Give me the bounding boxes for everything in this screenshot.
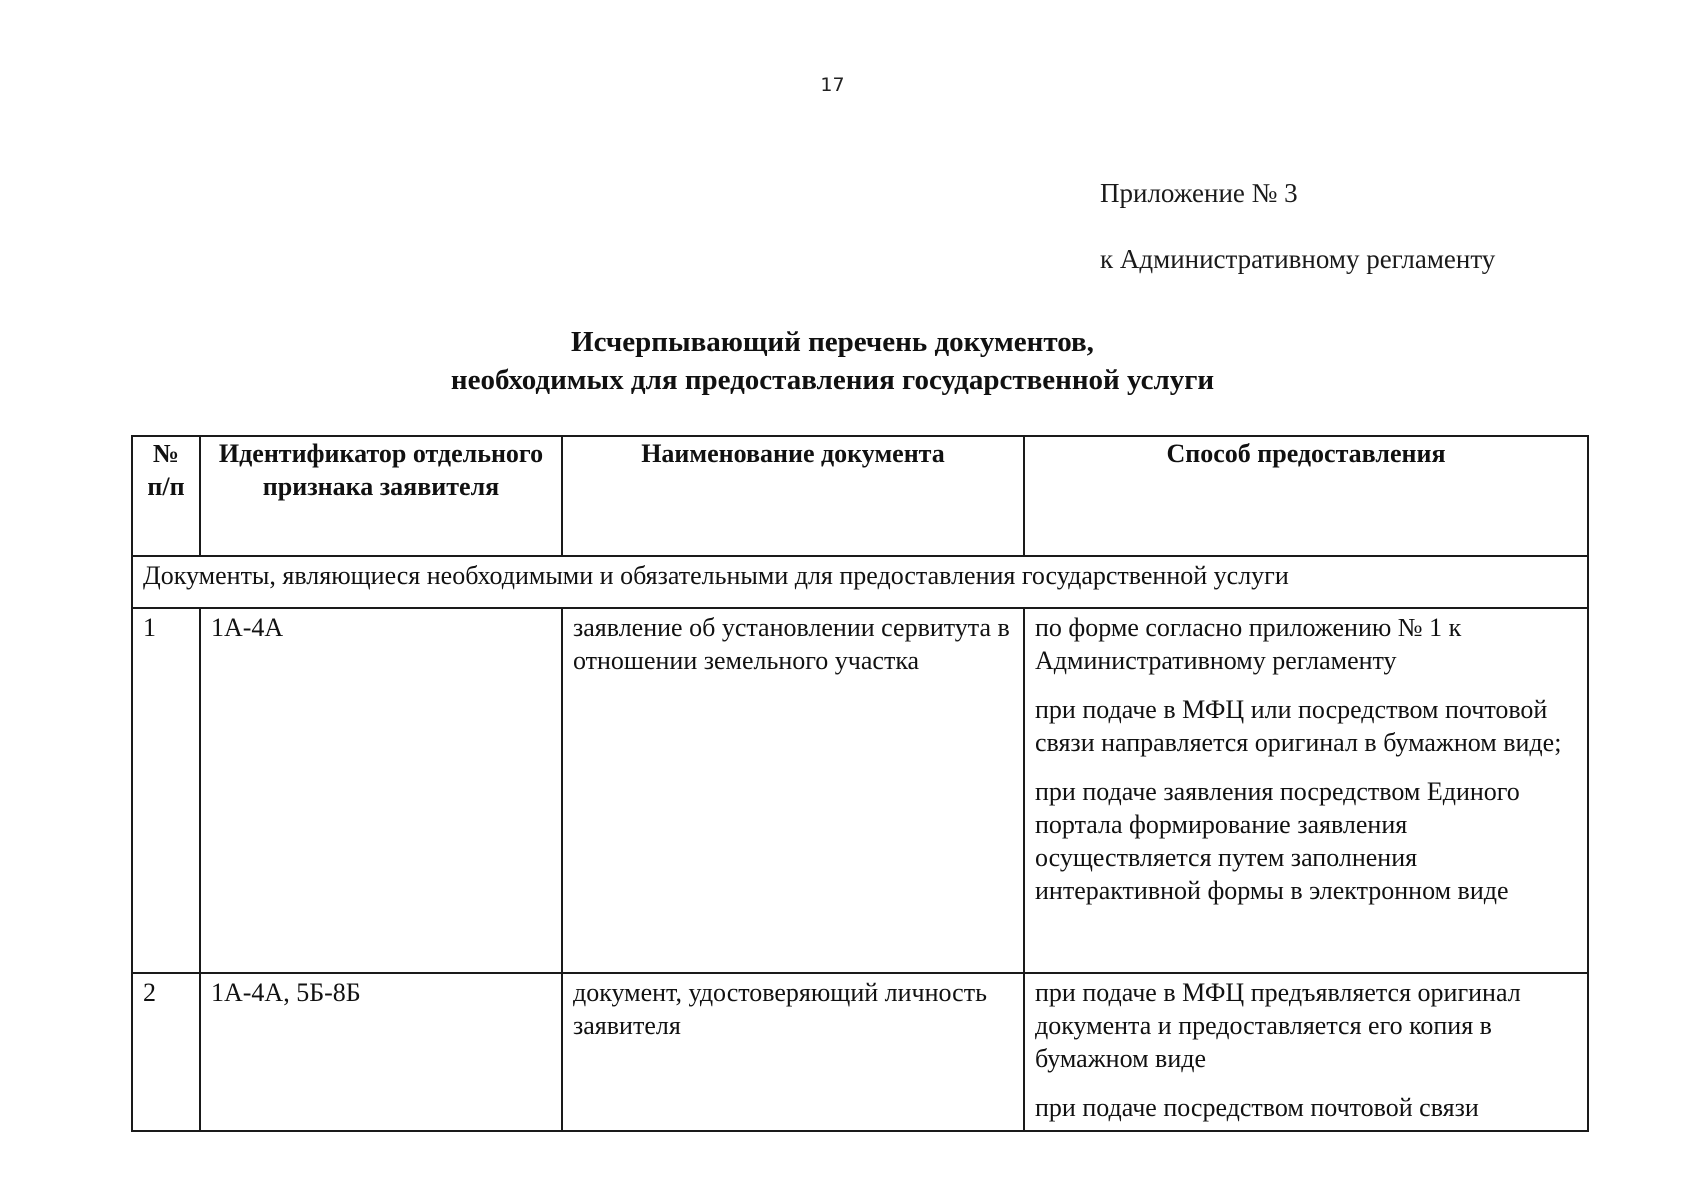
method-paragraph: при подаче в МФЦ или посредством почтовой связи направляется оригинал в бумажном виде; bbox=[1035, 695, 1562, 757]
method-paragraph: при подаче заявления посредством Единого портала формирование заявления осуществляется путем заполнения интерактивной формы в электронном виде bbox=[1035, 777, 1520, 905]
documents-table bbox=[131, 435, 1589, 1132]
row-document-name: документ, удостоверяющий личность заявителя bbox=[562, 973, 1024, 1131]
page-number: 17 bbox=[820, 74, 845, 96]
row-identifier: 1А-4А, 5Б-8Б bbox=[200, 973, 562, 1131]
appendix-reference: к Административному регламенту bbox=[1100, 244, 1496, 274]
row-method bbox=[1024, 608, 1588, 973]
row-number: 2 bbox=[132, 973, 200, 1131]
row-document-name: заявление об установлении сервитута в отношении земельного участка bbox=[562, 608, 1024, 973]
table-row bbox=[132, 973, 1588, 1131]
header-identifier: Идентификатор отдельного признака заявителя bbox=[200, 436, 562, 556]
table-header-row bbox=[132, 436, 1588, 556]
method-paragraph: по форме согласно приложению № 1 к Административному регламенту bbox=[1035, 613, 1462, 675]
table-row bbox=[132, 608, 1588, 973]
appendix-label: Приложение № 3 bbox=[1100, 178, 1298, 208]
row-method bbox=[1024, 973, 1588, 1131]
document-title bbox=[0, 323, 1665, 399]
method-paragraph: при подаче посредством почтовой связи bbox=[1035, 1093, 1479, 1122]
header-number bbox=[132, 436, 200, 556]
header-number-abbr: п/п bbox=[147, 472, 185, 501]
title-line-2: необходимых для предоставления государственной услуги bbox=[450, 364, 1215, 396]
section-title: Документы, являющиеся необходимыми и обязательными для предоставления государственной услуги bbox=[132, 556, 1588, 608]
section-row bbox=[132, 556, 1588, 608]
method-paragraph: при подаче в МФЦ предъявляется оригинал документа и предоставляется его копия в бумажном виде bbox=[1035, 978, 1521, 1073]
header-document-name: Наименование документа bbox=[562, 436, 1024, 556]
row-identifier: 1А-4А bbox=[200, 608, 562, 973]
header-method: Способ предоставления bbox=[1024, 436, 1588, 556]
title-line-1: Исчерпывающий перечень документов, bbox=[571, 326, 1094, 358]
header-number-symbol: № bbox=[152, 439, 180, 468]
row-number: 1 bbox=[132, 608, 200, 973]
